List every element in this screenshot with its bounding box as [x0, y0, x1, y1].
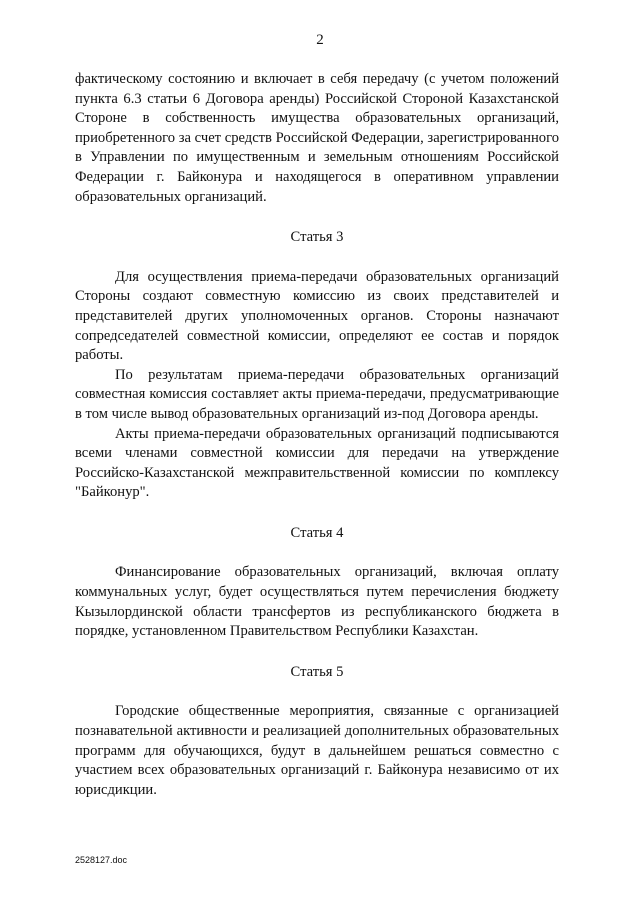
article-3-paragraph-1: Для осуществления приема-передачи образовательных организаций Стороны создают совместную комиссию из своих представителей и представителей других уполномоченных органов. Стороны назначают сопредседателей совместной комиссии, определяют ее состав и порядок работы. [75, 268, 559, 364]
article-5-paragraph-1: Городские общественные мероприятия, связанные с организацией познавательной активности и реализацией дополнительных образовательных программ для обучающихся, будут в дальнейшем решаться совместно с участием всех образовательных организаций г. Байконура независимо от их юрисдикции. [75, 703, 559, 798]
article-4-heading: Статья 4 [290, 524, 344, 541]
article-4-paragraph-1: Финансирование образовательных организаций, включая оплату коммунальных услуг, будет осуществляться путем перечисления бюджету Кызылординской области трансфертов из республиканского бюджета в порядке, установленном Правительством Республики Казахстан. [75, 564, 559, 640]
intro-paragraph: фактическому состоянию и включает в себя передачу (с учетом положений пункта 6.3 статьи 6 Договора аренды) Российской Стороной Казахстанской Стороне в собственность имущества образовательных организаций, приобретенного за счет средств Российской Федерации, зарегистрированного в Управлении по имущественным и земельным отношениям Российской Федерации г. Байконура и находящегося в оперативном управлении образовательных организаций. [75, 71, 559, 205]
article-3-paragraph-3: Акты приема-передачи образовательных организаций подписываются всеми членами совместной комиссии для передачи на утверждение Российско-Казахстанской межправительственной комиссии по комплексу "Байконур". [75, 425, 559, 501]
article-5-heading: Статья 5 [290, 663, 344, 680]
article-3-paragraph-2: По результатам приема-передачи образовательных организаций совместная комиссия составляет акты приема-передачи, предусматривающие в том числе вывод образовательных организаций из-под Договора аренды. [75, 366, 559, 422]
page-number: 2 [316, 32, 324, 48]
article-3-heading: Статья 3 [290, 229, 344, 246]
document-body [75, 70, 559, 800]
footer-file-name: 2528127.doc [75, 855, 128, 865]
